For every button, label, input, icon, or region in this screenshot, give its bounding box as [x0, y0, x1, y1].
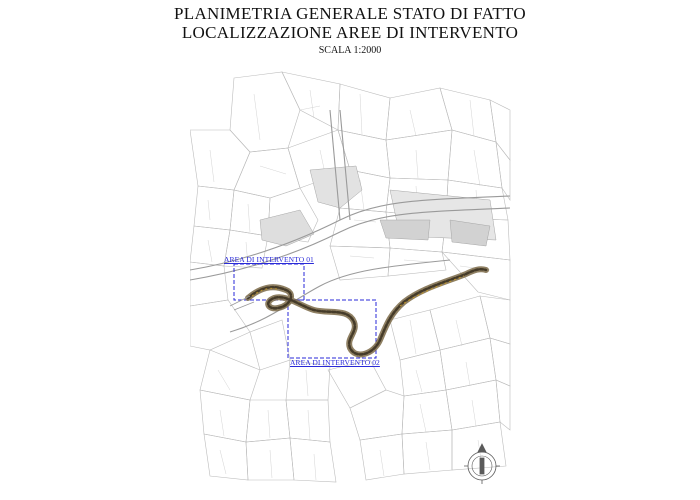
area-02-outline [288, 300, 376, 358]
area-01-label-text: AREA DI INTERVENTO 01 [224, 255, 314, 264]
intervention-route [230, 269, 486, 354]
area-01-label [224, 255, 314, 264]
map-canvas[interactable] [190, 70, 512, 495]
area-02-label-text: AREA DI INTERVENTO 02 [290, 358, 380, 367]
compass-rose-icon [464, 444, 500, 484]
title-line-2: LOCALIZZAZIONE AREE DI INTERVENTO [181, 23, 519, 42]
urban-block-hatching [260, 166, 496, 246]
cadastral-map[interactable] [190, 70, 512, 495]
title-block [0, 4, 700, 58]
scale-label: SCALA 1:2000 [318, 45, 382, 56]
cadastral-subdivisions [208, 90, 490, 480]
area-02-label [290, 358, 380, 367]
title-line-1: PLANIMETRIA GENERALE STATO DI FATTO [174, 4, 526, 23]
